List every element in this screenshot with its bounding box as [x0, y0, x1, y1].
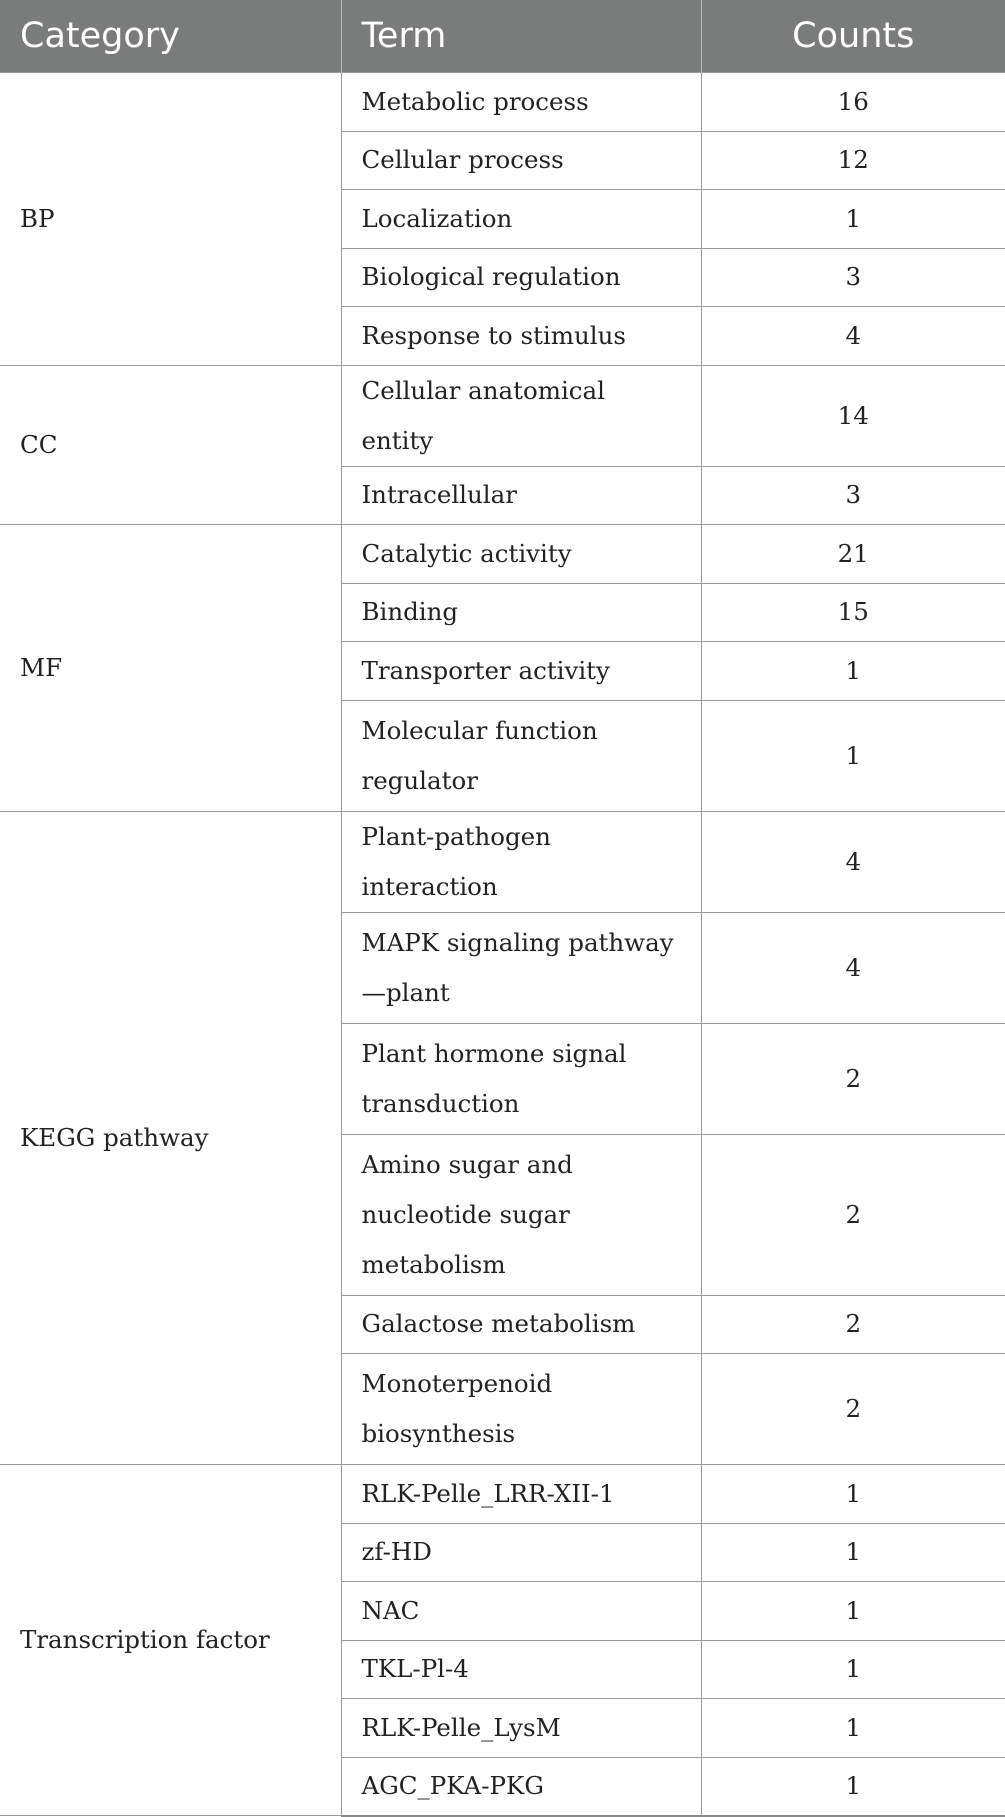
- count-cell: 2: [701, 1295, 1005, 1354]
- term-cell: Intracellular: [341, 466, 701, 525]
- count-cell: 1: [701, 1757, 1005, 1816]
- header-row: [0, 0, 1005, 73]
- term-cell: Monoterpenoid biosynthesis: [341, 1354, 701, 1465]
- count-cell: 4: [701, 307, 1005, 366]
- count-cell: 4: [701, 912, 1005, 1023]
- header-counts: Counts: [701, 0, 1005, 73]
- count-cell: 1: [701, 1582, 1005, 1641]
- term-cell: TKL-Pl-4: [341, 1640, 701, 1699]
- count-cell: 2: [701, 1023, 1005, 1134]
- header-category: Category: [0, 0, 341, 73]
- category-cell: CC: [0, 365, 341, 525]
- table-row: [0, 73, 1005, 132]
- count-cell: 15: [701, 583, 1005, 642]
- table-row: [0, 365, 1005, 466]
- term-cell: Cellular process: [341, 131, 701, 190]
- category-cell: Transcription factor: [0, 1465, 341, 1816]
- count-cell: 4: [701, 811, 1005, 912]
- category-cell: KEGG pathway: [0, 811, 341, 1465]
- term-cell: zf-HD: [341, 1523, 701, 1582]
- count-cell: 3: [701, 466, 1005, 525]
- count-cell: 1: [701, 1465, 1005, 1524]
- table-row: [0, 1465, 1005, 1524]
- count-cell: 14: [701, 365, 1005, 466]
- category-cell: BP: [0, 73, 341, 366]
- header-term: Term: [341, 0, 701, 73]
- count-cell: 1: [701, 642, 1005, 701]
- term-cell: MAPK signaling pathway—plant: [341, 912, 701, 1023]
- term-cell: NAC: [341, 1582, 701, 1641]
- term-cell: Binding: [341, 583, 701, 642]
- term-cell: Response to stimulus: [341, 307, 701, 366]
- term-cell: Plant hormone signal transduction: [341, 1023, 701, 1134]
- count-cell: 2: [701, 1134, 1005, 1295]
- count-cell: 1: [701, 1699, 1005, 1758]
- term-cell: RLK-Pelle_LRR-XII-1: [341, 1465, 701, 1524]
- count-cell: 2: [701, 1354, 1005, 1465]
- table-row: [0, 525, 1005, 584]
- count-cell: 1: [701, 1640, 1005, 1699]
- count-cell: 21: [701, 525, 1005, 584]
- count-cell: 1: [701, 1523, 1005, 1582]
- term-cell: Metabolic process: [341, 73, 701, 132]
- term-cell: Catalytic activity: [341, 525, 701, 584]
- term-cell: Galactose metabolism: [341, 1295, 701, 1354]
- count-cell: 12: [701, 131, 1005, 190]
- term-cell: Molecular function regulator: [341, 700, 701, 811]
- term-cell: RLK-Pelle_LysM: [341, 1699, 701, 1758]
- count-cell: 3: [701, 248, 1005, 307]
- term-cell: Plant-pathogen interaction: [341, 811, 701, 912]
- term-cell: Cellular anatomical entity: [341, 365, 701, 466]
- category-cell: MF: [0, 525, 341, 812]
- term-cell: AGC_PKA-PKG: [341, 1757, 701, 1816]
- term-cell: Biological regulation: [341, 248, 701, 307]
- count-cell: 16: [701, 73, 1005, 132]
- count-cell: 1: [701, 190, 1005, 249]
- term-cell: Amino sugar and nucleotide sugar metabolism: [341, 1134, 701, 1295]
- term-cell: Localization: [341, 190, 701, 249]
- count-cell: 1: [701, 700, 1005, 811]
- term-cell: Transporter activity: [341, 642, 701, 701]
- table-row: [0, 811, 1005, 912]
